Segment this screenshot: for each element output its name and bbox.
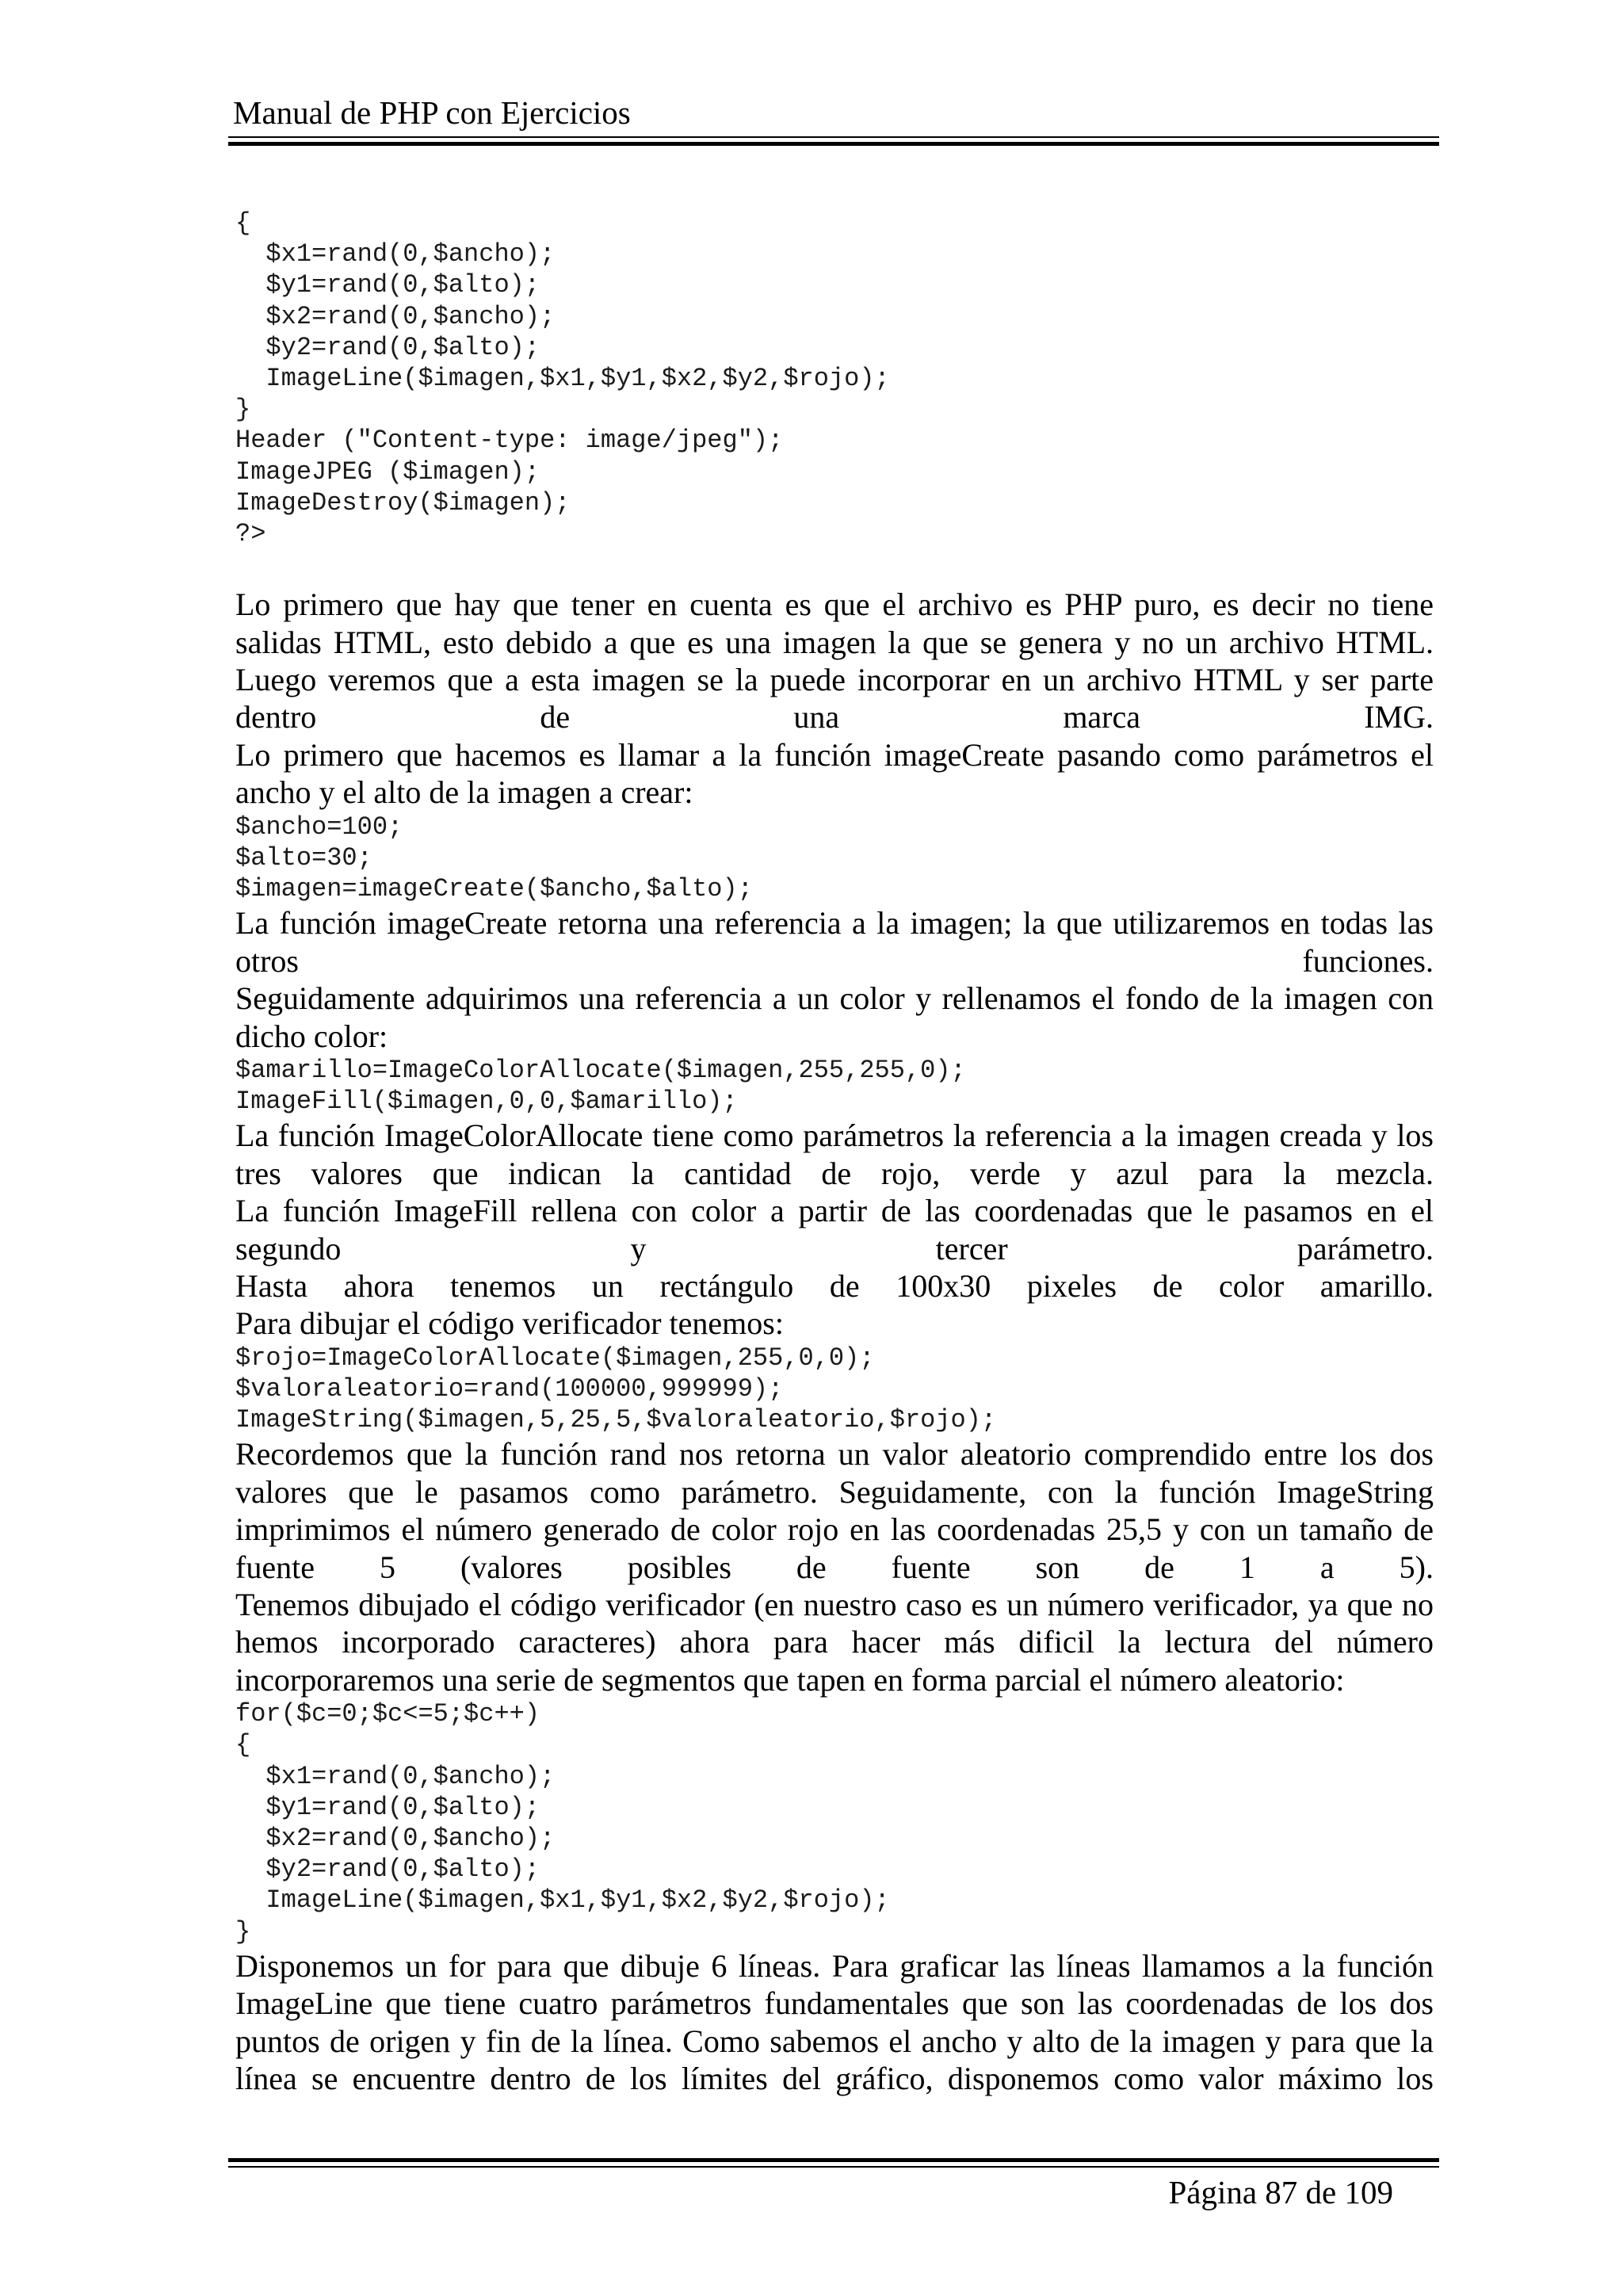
- paragraph: La función imageCreate retorna una referencia a la imagen; la que utilizaremos en todas las otros funciones.: [235, 905, 1434, 979]
- code-block: $amarillo=ImageColorAllocate($imagen,255,255,0); ImageFill($imagen,0,0,$amarillo);: [235, 1055, 966, 1117]
- code-block: $ancho=100; $alto=30; $imagen=imageCreate($ancho,$alto);: [235, 812, 753, 904]
- paragraph: Lo primero que hay que tener en cuenta es que el archivo es PHP puro, es decir no tiene salidas HTML, esto debido a que es una imagen la que se genera y no un archivo HTML. Luego veremos que a esta imagen se la puede incorporar en un archivo HTML y ser parte dentro de una marca IMG.: [235, 586, 1434, 735]
- paragraph: Lo primero que hacemos es llamar a la función imageCreate pasando como parámetros el ancho y el alto de la imagen a crear:: [235, 736, 1434, 811]
- footer-rule-thin: [228, 2166, 1439, 2168]
- code-block: { $x1=rand(0,$ancho); $y1=rand(0,$alto); $x2=rand(0,$ancho); $y2=rand(0,$alto); ImageLine($imagen,$x1,$y1,$x2,$y2,$rojo); } Header ("Content-type: image/jpeg"); ImageJPEG ($imagen); ImageDestroy($imagen); ?>: [235, 208, 890, 549]
- footer-rule-thick: [228, 2158, 1439, 2162]
- paragraph: Disponemos un for para que dibuje 6 líneas. Para graficar las líneas llamamos a la función ImageLine que tiene cuatro parámetros fundamentales que son las coordenadas de los dos puntos de origen y fin de la línea. Como sabemos el ancho y alto de la imagen y para que la línea se encuentre dentro de los límites del gráfico, disponemos como valor máximo los: [235, 1947, 1434, 2097]
- paragraph: Seguidamente adquirimos una referencia a un color y rellenamos el fondo de la imagen con dicho color:: [235, 980, 1434, 1054]
- paragraph: Para dibujar el código verificador tenemos:: [235, 1305, 784, 1342]
- page-number: Página 87 de 109: [1168, 2174, 1393, 2210]
- paragraph: Tenemos dibujado el código verificador (en nuestro caso es un número verificador, ya que no hemos incorporado caracteres) ahora para hacer más dificil la lectura del número incorporaremos una serie de segmentos que tapen en forma parcial el número aleatorio:: [235, 1586, 1434, 1698]
- code-block: $rojo=ImageColorAllocate($imagen,255,0,0); $valoraleatorio=rand(100000,999999); ImageString($imagen,5,25,5,$valoraleatorio,$rojo);: [235, 1343, 997, 1435]
- document-body: [235, 208, 1434, 2097]
- header-rule-thick: [228, 142, 1439, 146]
- paragraph: Hasta ahora tenemos un rectángulo de 100x30 pixeles de color amarillo.: [235, 1267, 1434, 1304]
- page-header-title: Manual de PHP con Ejercicios: [233, 94, 631, 131]
- paragraph: Recordemos que la función rand nos retorna un valor aleatorio comprendido entre los dos valores que le pasamos como parámetro. Seguidamente, con la función ImageString imprimimos el número generado de color rojo en las coordenadas 25,5 y con un tamaño de fuente 5 (valores posibles de fuente son de 1 a 5).: [235, 1436, 1434, 1585]
- header-rule-thin: [228, 136, 1439, 138]
- spacer: [235, 549, 1434, 586]
- paragraph: La función ImageColorAllocate tiene como parámetros la referencia a la imagen creada y los tres valores que indican la cantidad de rojo, verde y azul para la mezcla.: [235, 1117, 1434, 1191]
- paragraph: La función ImageFill rellena con color a partir de las coordenadas que le pasamos en el segundo y tercer parámetro.: [235, 1193, 1434, 1266]
- code-block: for($c=0;$c<=5;$c++) { $x1=rand(0,$ancho); $y1=rand(0,$alto); $x2=rand(0,$ancho); $y2=rand(0,$alto); ImageLine($imagen,$x1,$y1,$x2,$y2,$rojo); }: [235, 1699, 890, 1946]
